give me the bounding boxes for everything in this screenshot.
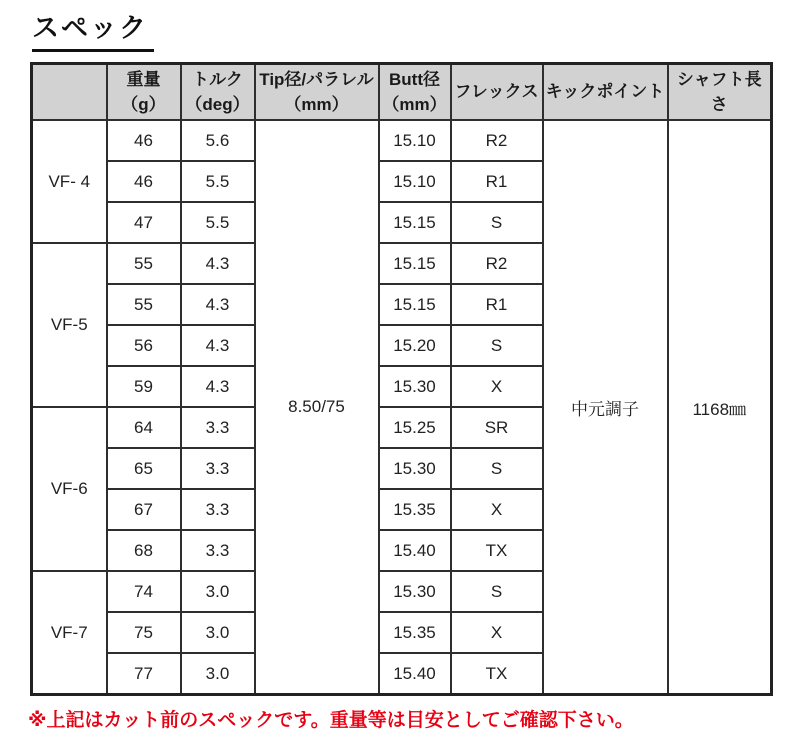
butt-cell: 15.15 [379,284,451,325]
torque-cell: 3.3 [181,448,255,489]
header-weight: 重量 （g） [107,64,181,121]
weight-cell: 46 [107,161,181,202]
header-shaft-length: シャフト長さ [668,64,772,121]
butt-cell: 15.35 [379,489,451,530]
header-butt-diameter: Butt径 （mm） [379,64,451,121]
flex-cell: X [451,489,543,530]
table-row [32,120,772,161]
weight-cell: 55 [107,243,181,284]
butt-cell: 15.30 [379,366,451,407]
weight-cell: 74 [107,571,181,612]
torque-cell: 3.0 [181,612,255,653]
model-cell-vf4: VF- 4 [32,120,107,243]
flex-cell: S [451,571,543,612]
torque-cell: 4.3 [181,366,255,407]
butt-cell: 15.30 [379,571,451,612]
tip-diameter-cell: 8.50/75 [255,120,379,695]
flex-cell: SR [451,407,543,448]
page-title: スペック [32,6,154,52]
weight-cell: 59 [107,366,181,407]
flex-cell: R2 [451,120,543,161]
torque-cell: 5.5 [181,202,255,243]
weight-cell: 75 [107,612,181,653]
weight-cell: 67 [107,489,181,530]
torque-cell: 4.3 [181,243,255,284]
weight-cell: 46 [107,120,181,161]
torque-cell: 3.0 [181,653,255,695]
torque-cell: 3.3 [181,407,255,448]
flex-cell: X [451,612,543,653]
header-tip-diameter: Tip径/パラレル （mm） [255,64,379,121]
model-cell-vf5: VF-5 [32,243,107,407]
table-header [32,64,772,121]
torque-cell: 3.3 [181,530,255,571]
kick-point-cell: 中元調子 [543,120,668,695]
spec-table [30,62,773,696]
weight-cell: 68 [107,530,181,571]
butt-cell: 15.30 [379,448,451,489]
butt-cell: 15.15 [379,243,451,284]
header-model [32,64,107,121]
flex-cell: S [451,325,543,366]
torque-cell: 5.6 [181,120,255,161]
torque-cell: 3.3 [181,489,255,530]
butt-cell: 15.10 [379,120,451,161]
flex-cell: R2 [451,243,543,284]
shaft-length-cell: 1168㎜ [668,120,772,695]
butt-cell: 15.40 [379,530,451,571]
flex-cell: R1 [451,161,543,202]
weight-cell: 55 [107,284,181,325]
footnote-text: ※上記はカット前のスペックです。重量等は目安としてご確認下さい。 [28,710,634,731]
butt-cell: 15.15 [379,202,451,243]
butt-cell: 15.25 [379,407,451,448]
weight-cell: 56 [107,325,181,366]
flex-cell: TX [451,653,543,695]
flex-cell: S [451,448,543,489]
flex-cell: TX [451,530,543,571]
model-cell-vf6: VF-6 [32,407,107,571]
weight-cell: 65 [107,448,181,489]
flex-cell: S [451,202,543,243]
header-torque: トルク （deg） [181,64,255,121]
torque-cell: 4.3 [181,284,255,325]
flex-cell: X [451,366,543,407]
model-cell-vf7: VF-7 [32,571,107,695]
header-kick-point: キックポイント [543,64,668,121]
butt-cell: 15.35 [379,612,451,653]
butt-cell: 15.40 [379,653,451,695]
flex-cell: R1 [451,284,543,325]
torque-cell: 4.3 [181,325,255,366]
header-flex: フレックス [451,64,543,121]
butt-cell: 15.10 [379,161,451,202]
weight-cell: 47 [107,202,181,243]
weight-cell: 64 [107,407,181,448]
weight-cell: 77 [107,653,181,695]
butt-cell: 15.20 [379,325,451,366]
torque-cell: 5.5 [181,161,255,202]
torque-cell: 3.0 [181,571,255,612]
